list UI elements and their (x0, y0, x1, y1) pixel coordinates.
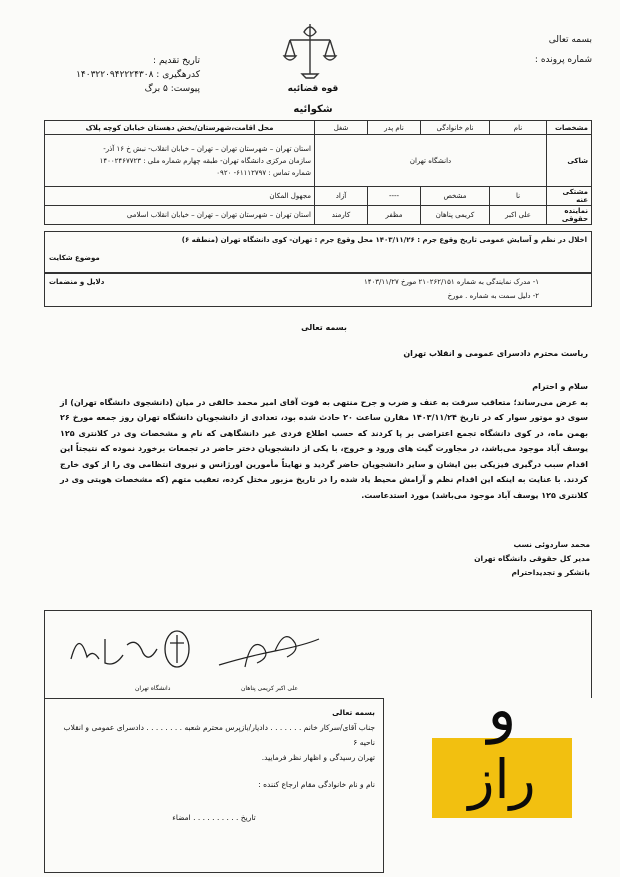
representative-first: علی اکبر (490, 206, 547, 225)
form-title: شکوائیه (293, 104, 333, 115)
header-bismillah: بسمه تعالی (548, 35, 592, 45)
referral-box (44, 698, 384, 873)
parties-table (44, 120, 592, 225)
accused-job: آزاد (315, 187, 368, 206)
evidence-item-1: ۱- مدرک نمایندگی به شماره ۲۱۰۲۶۲/۱۵۱ مورخ ۱۴۰۳/۱۱/۲۷ (363, 278, 539, 286)
header-cell: نام (490, 121, 547, 135)
header-cell: شغل (315, 121, 368, 135)
representative-label: نماینده حقوقی (547, 206, 592, 225)
plaintiff-label: شاکی (547, 135, 592, 187)
svg-text:و: و (487, 675, 517, 745)
plaintiff-row (45, 135, 592, 187)
header-cell: نام پدر (368, 121, 421, 135)
plaintiff-address-line: سازمان مرکزی دانشگاه تهران- طبقه چهارم شماره ملی : ۱۴۰۰۲۴۶۷۷۲۳ (99, 156, 311, 165)
referral-line: جناب آقای/سرکار خانم . . . . . . . دادیار/بازپرس محترم شعبه . . . . . . . . دادسرای عمومی و انقلاب ناحیه ۶ (63, 723, 375, 747)
subject-text: اخلال در نظم و آسایش عمومی تاریخ وقوع جرم : ۱۴۰۳/۱۱/۲۶ محل وقوع جرم : تهران- کوی دانشگاه تهران (منطقه ۶) (181, 236, 587, 244)
referral-date-sign: تاریخ . . . . . . . . . . امضاء (172, 813, 256, 822)
accused-address: مجهول المکان (45, 187, 315, 206)
signatory-closing: باتشکر و تجدیداحترام (511, 568, 590, 577)
referral-bismillah: بسمه تعالی (332, 708, 375, 717)
university-caption: دانشگاه تهران (135, 685, 171, 692)
plaintiff-address (45, 135, 315, 187)
date-label: تاریخ تقدیم : (153, 56, 200, 66)
plaintiff-address-line: شماره تماس : ۶۱۱۱۲۷۹۷- ۰۹۲۰ (216, 168, 311, 177)
letter-paragraph: به عرض می‌رساند؛ متعاقب سرقت به عنف و ضرب و جرح منتهی به فوت آقای امیر محمد خالقی در میان (دانشجوی دانشگاه تهران) از سوی دو موتور سوار که در تاریخ ۱۴۰۳/۱۱/۲۴ مقارن ساعت ۲۰ حادث شده بود، تعدادی از دانشجویان دانشگاه تهران روز جمعه مورخ ۲۶ بهمن ماه، در کوی دانشگاه تجمع اعتراضی بر پا کردند که حسب اطلاع فردی غیر دانشگاهی که نام و مشخصات وی در کلانتری ۱۲۵ یوسف آباد موجود می‌باشد، در مجاورت گیت های ورود و خروج، با یکی از دانشجویان دختر حاضر در تجمعات برخورد نموده که نتیجتاً این اقدام سبب درگیری فیزیکی بین ایشان و سایر دانشجویان حاضر گردید و نهایتاً مأمورین اورژانس و نیروی انتظامی وی را از کوی خارج کردند. با عنایت به اینکه این اقدام نظم و آرامش محیط یاد شده را در تاریخ مزبور مختل کرده، تعقیب متهم (که مشخصات هویتی وی در کلانتری ۱۲۵ یوسف آباد موجود می‌باشد) مورد استدعاست. (60, 397, 588, 500)
representative-last: کریمی پناهان (421, 206, 490, 225)
judiciary-emblem-icon (282, 18, 338, 84)
university-seal-icon (65, 619, 205, 679)
watermark-logo-icon (432, 668, 572, 818)
accused-last: مشخص (421, 187, 490, 206)
header-cell: مشخصات (547, 121, 592, 135)
representative-row (45, 206, 592, 225)
header-right (432, 30, 592, 70)
subject-section (44, 231, 592, 273)
accused-first: نا (490, 187, 547, 206)
authority-name: قوه قضائیه (287, 84, 339, 94)
svg-text:راز: راز (468, 748, 536, 811)
signatory-name: محمد ساردوئی نسب (513, 540, 590, 549)
header-cell: نام خانوادگی (421, 121, 490, 135)
signatory-block (340, 538, 590, 580)
representative-job: کارمند (315, 206, 368, 225)
letter-body (60, 320, 588, 503)
accused-row (45, 187, 592, 206)
attachment-count: پیوست: ۵ برگ (144, 84, 200, 94)
representative-father: مظفر (368, 206, 421, 225)
representative-caption: علی اکبر کریمی پناهان (241, 685, 298, 692)
accused-label: مشتکی عنه (547, 187, 592, 206)
plaintiff-address-line: استان تهران – شهرستان تهران – تهران – خیابان انقلاب- نبش خ ۱۶ آذر- (103, 144, 311, 153)
case-number-label: شماره پرونده : (534, 55, 592, 65)
evidence-section (44, 273, 592, 307)
signatory-title: مدیر کل حقوقی دانشگاه تهران (474, 554, 590, 563)
table-header-row (45, 121, 592, 135)
header-left (60, 54, 200, 96)
handwritten-signature-icon (215, 617, 325, 677)
letter-addressee: ریاست محترم دادسرای عمومی و انقلاب تهران (403, 348, 588, 358)
letter-bismillah: بسمه تعالی (301, 323, 347, 332)
subject-label: موضوع شکایت (49, 254, 100, 262)
header-cell: محل اقامت،شهرستان/بخش دهستان خیابان کوچه پلاک (45, 121, 315, 135)
referral-line: تهران رسیدگی و اظهار نظر فرمایید. (261, 753, 375, 762)
evidence-label: دلایل و منضمات (49, 278, 105, 286)
letter-greeting: سلام و احترام (532, 382, 588, 391)
tracking-code: کدرهگیری : ۱۴۰۳۲۲۰۹۴۲۲۲۴۳۰۸ (76, 70, 200, 80)
representative-address: استان تهران – شهرستان تهران – تهران – خیابان انقلاب اسلامی (45, 206, 315, 225)
plaintiff-name: دانشگاه تهران (315, 135, 547, 187)
accused-father: ---- (368, 187, 421, 206)
evidence-item-2: ۲- دلیل سمت به شماره . مورخ (447, 292, 539, 300)
referral-signer-label: نام و نام خانوادگی مقام ارجاع کننده : (258, 780, 375, 789)
